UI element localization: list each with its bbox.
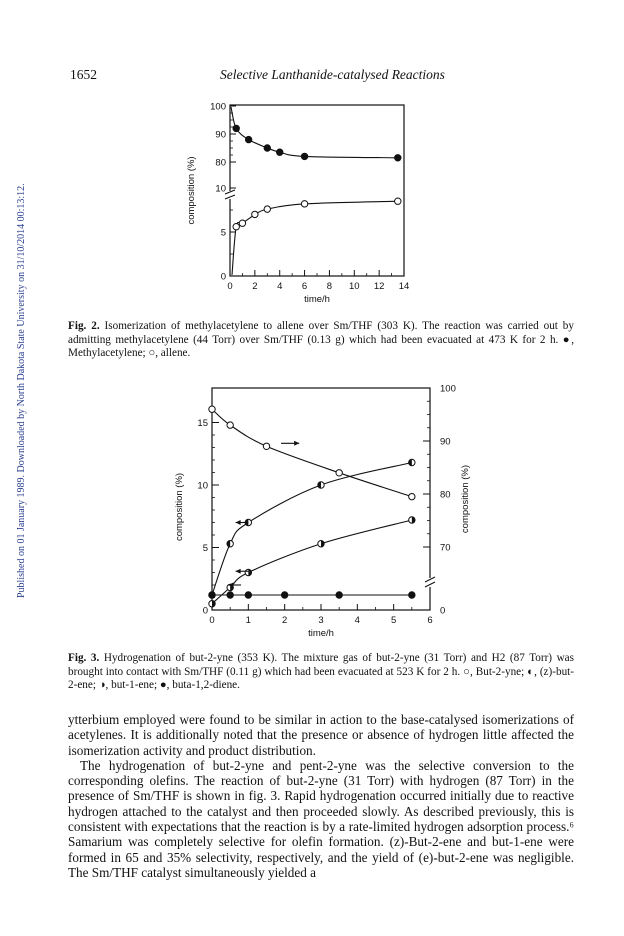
body-text — [68, 712, 574, 880]
fig3-y-left-tick-label: 10 — [197, 480, 208, 492]
fig2-data-point — [395, 198, 401, 204]
fig2-x-tick-label: 10 — [348, 281, 360, 292]
fig2-x-tick-label: 0 — [227, 281, 233, 292]
fig2-series-curve — [255, 201, 398, 214]
fig3-plot-frame — [212, 388, 430, 610]
fig2-y-tick-label: 90 — [215, 129, 226, 141]
fig2-caption-label: Fig. 2. — [68, 320, 100, 332]
fig2-x-axis-label: time/h — [304, 294, 330, 305]
fig3-y-right-tick-label: 90 — [440, 436, 451, 448]
fig2-y-axis-label: composition (%) — [186, 156, 197, 225]
fig3-x-tick-label: 5 — [391, 615, 397, 626]
body-paragraph-1: ytterbium employed were found to be similar in action to the base-catalysed isomerizations of acetylenes. It is additionally noted that the presence or absence of hydrogen little affected the isomerization activity and product distribution. — [68, 712, 574, 758]
fig2-caption — [68, 320, 574, 361]
fig3-caption — [68, 652, 574, 693]
fig3-x-tick-label: 4 — [354, 615, 360, 626]
fig3-data-point — [281, 592, 287, 598]
fig3-data-point — [209, 406, 215, 412]
page-number: 1652 — [70, 67, 97, 82]
fig3-y-right-tick-label: 100 — [440, 383, 456, 395]
fig2-y-tick-label: 80 — [215, 157, 226, 169]
fig3-caption-label: Fig. 3. — [68, 652, 100, 664]
fig3-x-tick-label: 3 — [318, 615, 324, 626]
fig2-plot-frame — [230, 105, 404, 276]
fig3-x-tick-label: 1 — [245, 615, 251, 626]
running-title: Selective Lanthanide-catalysed Reactions — [220, 67, 445, 82]
fig3-data-point — [336, 592, 342, 598]
fig2-caption-text: Isomerization of methylacetylene to allene over Sm/THF (303 K). The reaction was carried out by admitting methylacetylene (44 Torr) over Sm/THF (0.13 g) which had been evacuated at 473 K for 2 h. ●, Methylacetylene; ○, allene. — [68, 320, 574, 359]
fig3-y-right-axis-label: composition (%) — [460, 464, 471, 534]
fig3-arrow-right-head — [294, 441, 299, 446]
fig3-y-left-axis-label: composition (%) — [174, 472, 185, 542]
fig2-data-point — [252, 211, 258, 217]
fig2-data-point — [239, 220, 245, 226]
fig3-data-point — [245, 592, 251, 598]
fig3-caption-text: Hydrogenation of but-2-yne (353 K). The mixture gas of but-2-yne (31 Torr) and H2 (87 Torr) was brought into contact with Sm/THF (0.11 g) which had been evacuated at 523 K for 2 h. ○, But-2-yne; ◐, (z)-but-2-ene; ◑, but-1-ene; ●, buta-1,2-diene. — [68, 652, 574, 691]
fig3-data-point — [227, 422, 233, 428]
fig2-x-tick-label: 12 — [373, 281, 385, 292]
fig2-y-tick-label: 100 — [210, 101, 226, 113]
fig2-x-tick-label: 8 — [326, 281, 333, 292]
fig2-x-tick-label: 2 — [252, 281, 258, 292]
fig3-x-tick-label: 2 — [282, 615, 288, 626]
fig3-y-left-tick-label: 5 — [202, 543, 208, 554]
fig3-y-right-tick-label: 70 — [440, 542, 451, 554]
body-paragraph-2: The hydrogenation of but-2-yne and pent-2-yne was the selective conversion to the corresponding olefins. The reaction of but-2-yne (31 Torr) with hydrogen (87 Torr) in the presence of Sm/THF is shown in fig. 3. Rapid hydrogenation occurred initially due to reactive hydrogen attached to the catalyst and then proceeded slowly. As described previously, this is consistent with expectations that the reaction is by a rate-limited hydrogen adsorption process.⁶ Samarium was completely selective for olefin formation. (z)-But-2-ene and but-1-ene were formed in 65 and 35% selectivity, respectively, and the yield of (e)-but-2-ene was negligible. The Sm/THF catalyst simultaneously yielded a — [68, 757, 574, 880]
fig3-data-point — [409, 592, 415, 598]
fig2-data-point — [233, 125, 239, 131]
fig3-series-curve — [212, 409, 412, 496]
fig2-data-point — [277, 149, 283, 155]
fig2-data-point — [301, 201, 307, 207]
fig2-chart — [180, 95, 440, 320]
fig3-data-point — [336, 470, 342, 476]
fig2-y-tick-label: 10 — [215, 183, 226, 195]
fig2-y-tick-label: 5 — [220, 227, 226, 239]
fig2-data-point — [264, 145, 270, 151]
fig3-y-right-tick-label: 80 — [440, 489, 451, 501]
fig3-y-left-tick-label: 15 — [197, 418, 208, 429]
fig2-data-point — [264, 206, 270, 212]
fig3-data-point — [209, 592, 215, 598]
fig3-y-right-tick-label: 0 — [440, 605, 446, 617]
fig3-arrow-left-head — [236, 520, 241, 525]
fig3-y-left-tick-label: 0 — [202, 605, 208, 617]
fig2-data-point — [395, 155, 401, 161]
fig3-series-curve — [212, 463, 412, 596]
fig3-arrow-left-head — [236, 569, 241, 574]
fig3-x-tick-label: 6 — [427, 615, 433, 626]
fig3-x-axis-label: time/h — [308, 628, 334, 639]
fig2-data-point — [233, 224, 239, 230]
fig2-x-tick-label: 4 — [277, 281, 283, 292]
fig2-series-curve — [267, 148, 398, 158]
fig2-data-point — [245, 136, 251, 142]
fig3-chart — [168, 380, 488, 642]
fig3-data-point — [263, 443, 269, 449]
fig3-x-tick-label: 0 — [209, 615, 215, 626]
fig3-data-point — [409, 493, 415, 499]
fig2-x-tick-label: 14 — [398, 281, 410, 292]
fig2-x-tick-label: 6 — [301, 281, 308, 292]
fig2-y-tick-label: 0 — [220, 271, 226, 283]
fig3-series-curve — [212, 520, 412, 604]
fig3-data-point — [227, 592, 233, 598]
fig2-data-point — [301, 153, 307, 159]
download-watermark: Published on 01 January 1989. Downloaded by North Dakota State University on 31/10/2014 00:13:12. — [16, 183, 27, 598]
